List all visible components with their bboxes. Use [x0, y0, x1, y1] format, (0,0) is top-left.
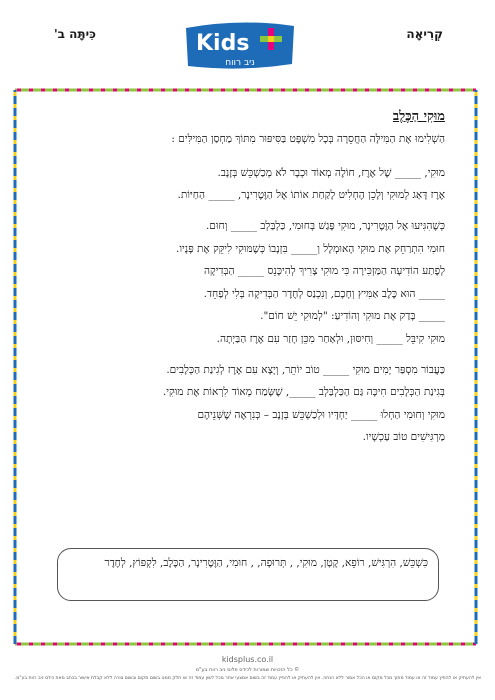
story-line: לְפֶתַע הוֹדִיעָה הַמַּזְכִּירָה כִּי מוּקִי צָרִיךְ לְהִיכָּנֵס _____ הַבְּדִיקָה	[203, 265, 445, 278]
story-line: מוּקִי וְחוּמִי הַחְלוּ _____ יַחְדָּיו וּלְכַשְׁכֵּשׁ בְּזָנָב – כְּנִרְאֶה שֶׁשְּׁנֵיהֶם	[197, 408, 445, 421]
subject-label: קְרִיאָה	[406, 27, 443, 41]
story-line: _____ בָּדַק אֶת מוּקִי וְהוֹדִיעַ: "לְמוּקִי יֵשׁ חוֹם".	[260, 310, 445, 323]
worksheet-body	[45, 108, 445, 453]
story-line: מוּקִי, _____ שֶׁל אֶרֶז, חוֹלֶה מְאוֹד וּכְבָר לֹא מְכַשְׁכֵּשׁ בְּזָנָב.	[217, 166, 445, 179]
logo-sub-text: ניב רווח	[225, 58, 255, 68]
story-line: חוּמִי הִתְרַחֵק אֶת מוּקִי הָאוּמְלָל וְ_____ בִּזְנָבוֹ כְּשֶׁמּוּקִי לִיקֵּק אֶת פָּנָיו.	[176, 242, 445, 255]
word-bank: כִּשְׁכֵּשׁ, הִרְגִּישׁ, רוֹפֵא, קָטָן, מוּקִי, , תְּרוּפָה, , חוּמִי, הַוֶּטֶרִינָר, הַכֶּלֶב, לִקְפּוֹץ, לְחֶדֶר	[57, 548, 439, 601]
story-line: כַּעֲבוֹר מִסְפַּר יָמִים מוּקִי _____ טוֹב יוֹתֵר, וְיָצָא עִם אֶרֶז לְגִינַת הַכְּלָבִים.	[166, 363, 445, 376]
grade-label: כִּיתָּה ב'	[54, 27, 96, 41]
worksheet-instruction: הַשְׁלִימוּ אֶת הַמִּילָּה הַחֲסֵרָה בְּכָל מִשְׁפָּט בַּסִּיפּוּר מִתּוֹךְ מַחְסַן הַמִּילִּים :	[171, 133, 445, 145]
story-line: בְּגִינַת הַכְּלָבִים חִיכָּה גַּם הַכַּלְבַּלְב _____, שֶׁשָּׂמַח מְאוֹד לִרְאוֹת אֶת מוּקִי.	[162, 386, 445, 399]
site-url: kidsplus.co.il	[221, 655, 274, 664]
disclaimer-text: אין להעתיק או להפיץ עמוד זה או עמוד מתוך מכל מקום או הכל אסור ללא הנחה. אין להעתיק או להפיץ עמוד זה בשום אמצעי אחר מכל לשון עמוד זה או חלק ממנו בשום מקום ובשום צורה ללא קבלת אישור בכתב מאת כידס ניב רווח בע"מ.	[14, 676, 482, 681]
story-line: מוּקִי קִיבֵּל _____ וְחִיסּוּן, וּלְאַחַר מִכֵּן חָזַר עִם אֶרֶז הַבַּיְתָה.	[216, 332, 445, 345]
story-line: מַרְגִּישִׁים טוֹב עַכְשָׁיו.	[362, 431, 445, 444]
logo-brand-text: Kids	[196, 31, 250, 56]
worksheet-title: מוּקִי הַכֶּלֶב	[392, 109, 445, 124]
kids-plus-logo	[180, 20, 300, 72]
copyright-text: © כל הזכויות שמורות לכידס פלוס ניב רווח בע"מ	[195, 667, 300, 673]
story-line: אֶרֶז דָּאַג לְמוּקִי וְלָכֵן הֶחְלִיט לָקַחַת אוֹתוֹ אֶל הַוֶּטֶרִינָר, _____ הַחַיּוֹת.	[177, 189, 445, 202]
story-line: כְּשֶׁהִגִּיעוּ אֶל הַוֶּטֶרִינָר, מוּקִי פָּגַשׁ בְּחוּמִי, כַּלְבַּלְב _____ וְחוּם.	[205, 219, 445, 232]
story-line: _____ הוּא כֶּלֶב אַמִּיץ וְחָכָם, וְנִכְנַס לְחֶדֶר הַבְּדִיקָה בְּלִי לְפַחֵד.	[203, 287, 445, 300]
